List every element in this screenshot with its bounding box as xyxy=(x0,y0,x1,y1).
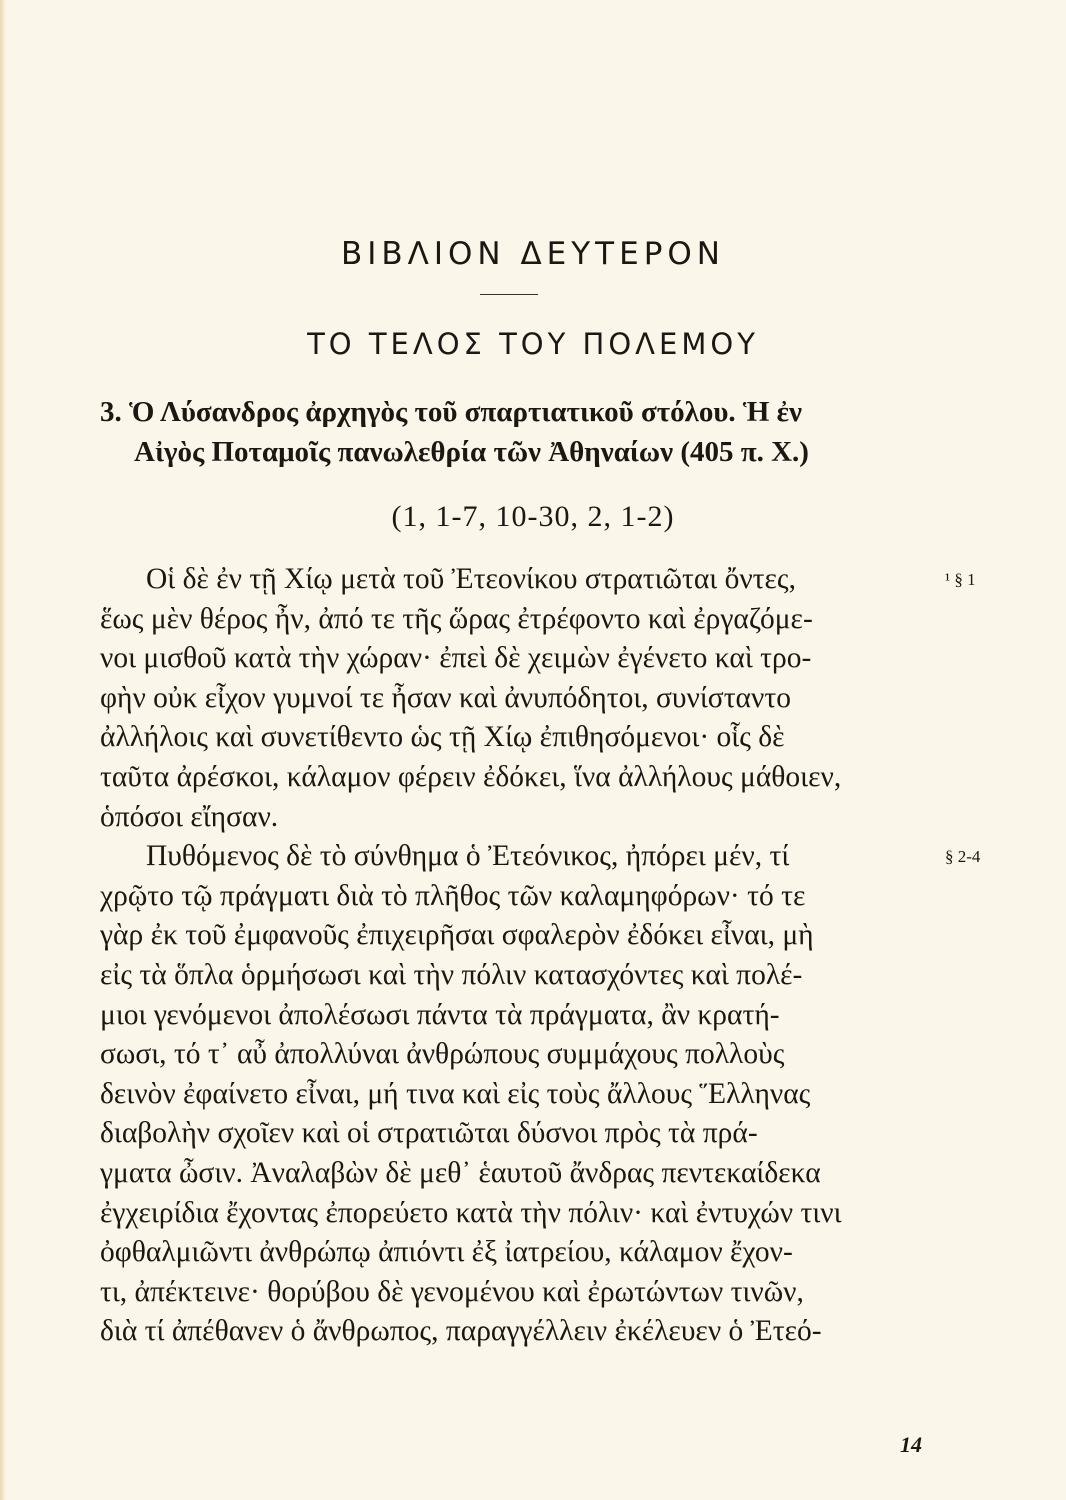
text-line: μιοι γενόμενοι ἀπολέσωσι πάντα τὰ πράγματα, ἂν κρατή- xyxy=(100,998,780,1031)
text-line: Πυθόμενος δὲ τὸ σύνθημα ὁ Ἐτεόνικος, ἠπόρει μέν, τί xyxy=(146,840,790,873)
margin-note-paragraph-2: § 2-4 xyxy=(945,847,981,866)
chapter-heading-line-1: 3. Ὁ Λύσανδρος ἀρχηγὸς τοῦ σπαρτιατικοῦ στόλου. Ἡ ἐν xyxy=(100,396,802,428)
body-text xyxy=(100,560,980,1352)
text-line: διαβολὴν σχοῖεν καὶ οἱ στρατιῶται δύσνοι πρὸς τὰ πρά- xyxy=(100,1117,758,1150)
text-line: γὰρ ἐκ τοῦ ἐμφανοῦς ἐπιχειρῆσαι σφαλερὸν ἐδόκει εἶναι, μὴ xyxy=(100,919,814,952)
text-line: γματα ὦσιν. Ἀναλαβὼν δὲ μεθ᾽ ἑαυτοῦ ἄνδρας πεντεκαίδεκα xyxy=(100,1156,821,1189)
text-line: νοι μισθοῦ κατὰ τὴν χώραν· ἐπεὶ δὲ χειμὼν ἐγένετο καὶ τρο- xyxy=(100,642,812,675)
text-reference: (1, 1-7, 10-30, 2, 1-2) xyxy=(391,500,675,533)
margin-note-paragraph-1: ¹ § 1 xyxy=(945,570,976,589)
text-line: ὁπόσοι εἴησαν. xyxy=(100,800,279,833)
text-line: εἰς τὰ ὅπλα ὁρμήσωσι καὶ τὴν πόλιν κατασχόντες καὶ πολέ- xyxy=(100,958,803,991)
book-title: ΒΙΒΛΙΟΝ ΔΕΥΤΕΡΟΝ xyxy=(340,236,725,272)
page-edge xyxy=(0,0,6,1500)
text-line: ταῦτα ἀρέσκοι, κάλαμον φέρειν ἐδόκει, ἵνα ἀλλήλους μάθοιεν, xyxy=(100,760,842,793)
text-line: ὀφθαλμιῶντι ἀνθρώπῳ ἀπιόντι ἐξ ἰατρείου, κάλαμον ἔχον- xyxy=(100,1236,793,1269)
title-divider xyxy=(480,294,538,295)
text-line: σωσι, τό τ᾽ αὖ ἀπολλύναι ἀνθρώπους συμμάχους πολλοὺς xyxy=(100,1038,785,1071)
page-number: 14 xyxy=(900,1432,922,1457)
text-line: ἐγχειρίδια ἔχοντας ἐπορεύετο κατὰ τὴν πόλιν· καὶ ἐντυχών τινι xyxy=(100,1196,842,1229)
text-line: τι, ἀπέκτεινε· θορύβου δὲ γενομένου καὶ ἐρωτώντων τινῶν, xyxy=(100,1275,804,1308)
chapter-heading xyxy=(100,392,980,472)
text-line: Οἱ δὲ ἐν τῇ Χίῳ μετὰ τοῦ Ἐτεονίκου στρατιῶται ὄντες, xyxy=(146,563,796,595)
text-line: χρῷτο τῷ πράγματι διὰ τὸ πλῆθος τῶν καλαμηφόρων· τό τε xyxy=(100,879,806,912)
text-line: ἀλλήλοις καὶ συνετίθεντο ὡς τῇ Χίῳ ἐπιθησόμενοι· οἷς δὲ xyxy=(100,721,785,754)
text-line: ἕως μὲν θέρος ἦν, ἀπό τε τῆς ὥρας ἐτρέφοντο καὶ ἐργαζόμε- xyxy=(100,602,813,635)
text-line: διὰ τί ἀπέθανεν ὁ ἄνθρωπος, παραγγέλλειν ἐκέλευεν ὁ Ἐτεό- xyxy=(100,1315,822,1348)
section-title: ΤΟ ΤΕΛΟΣ ΤΟΥ ΠΟΛΕΜΟΥ xyxy=(307,327,759,361)
chapter-heading-line-2: Αἰγὸς Ποταμοῖς πανωλεθρία τῶν Ἀθηναίων (405 π. Χ.) xyxy=(134,436,809,468)
text-line: δεινὸν ἐφαίνετο εἶναι, μή τινα καὶ εἰς τοὺς ἄλλους Ἕλληνας xyxy=(100,1077,811,1110)
text-line: φὴν οὐκ εἶχον γυμνοί τε ἦσαν καὶ ἀνυπόδητοι, συνίσταντο xyxy=(100,681,791,714)
